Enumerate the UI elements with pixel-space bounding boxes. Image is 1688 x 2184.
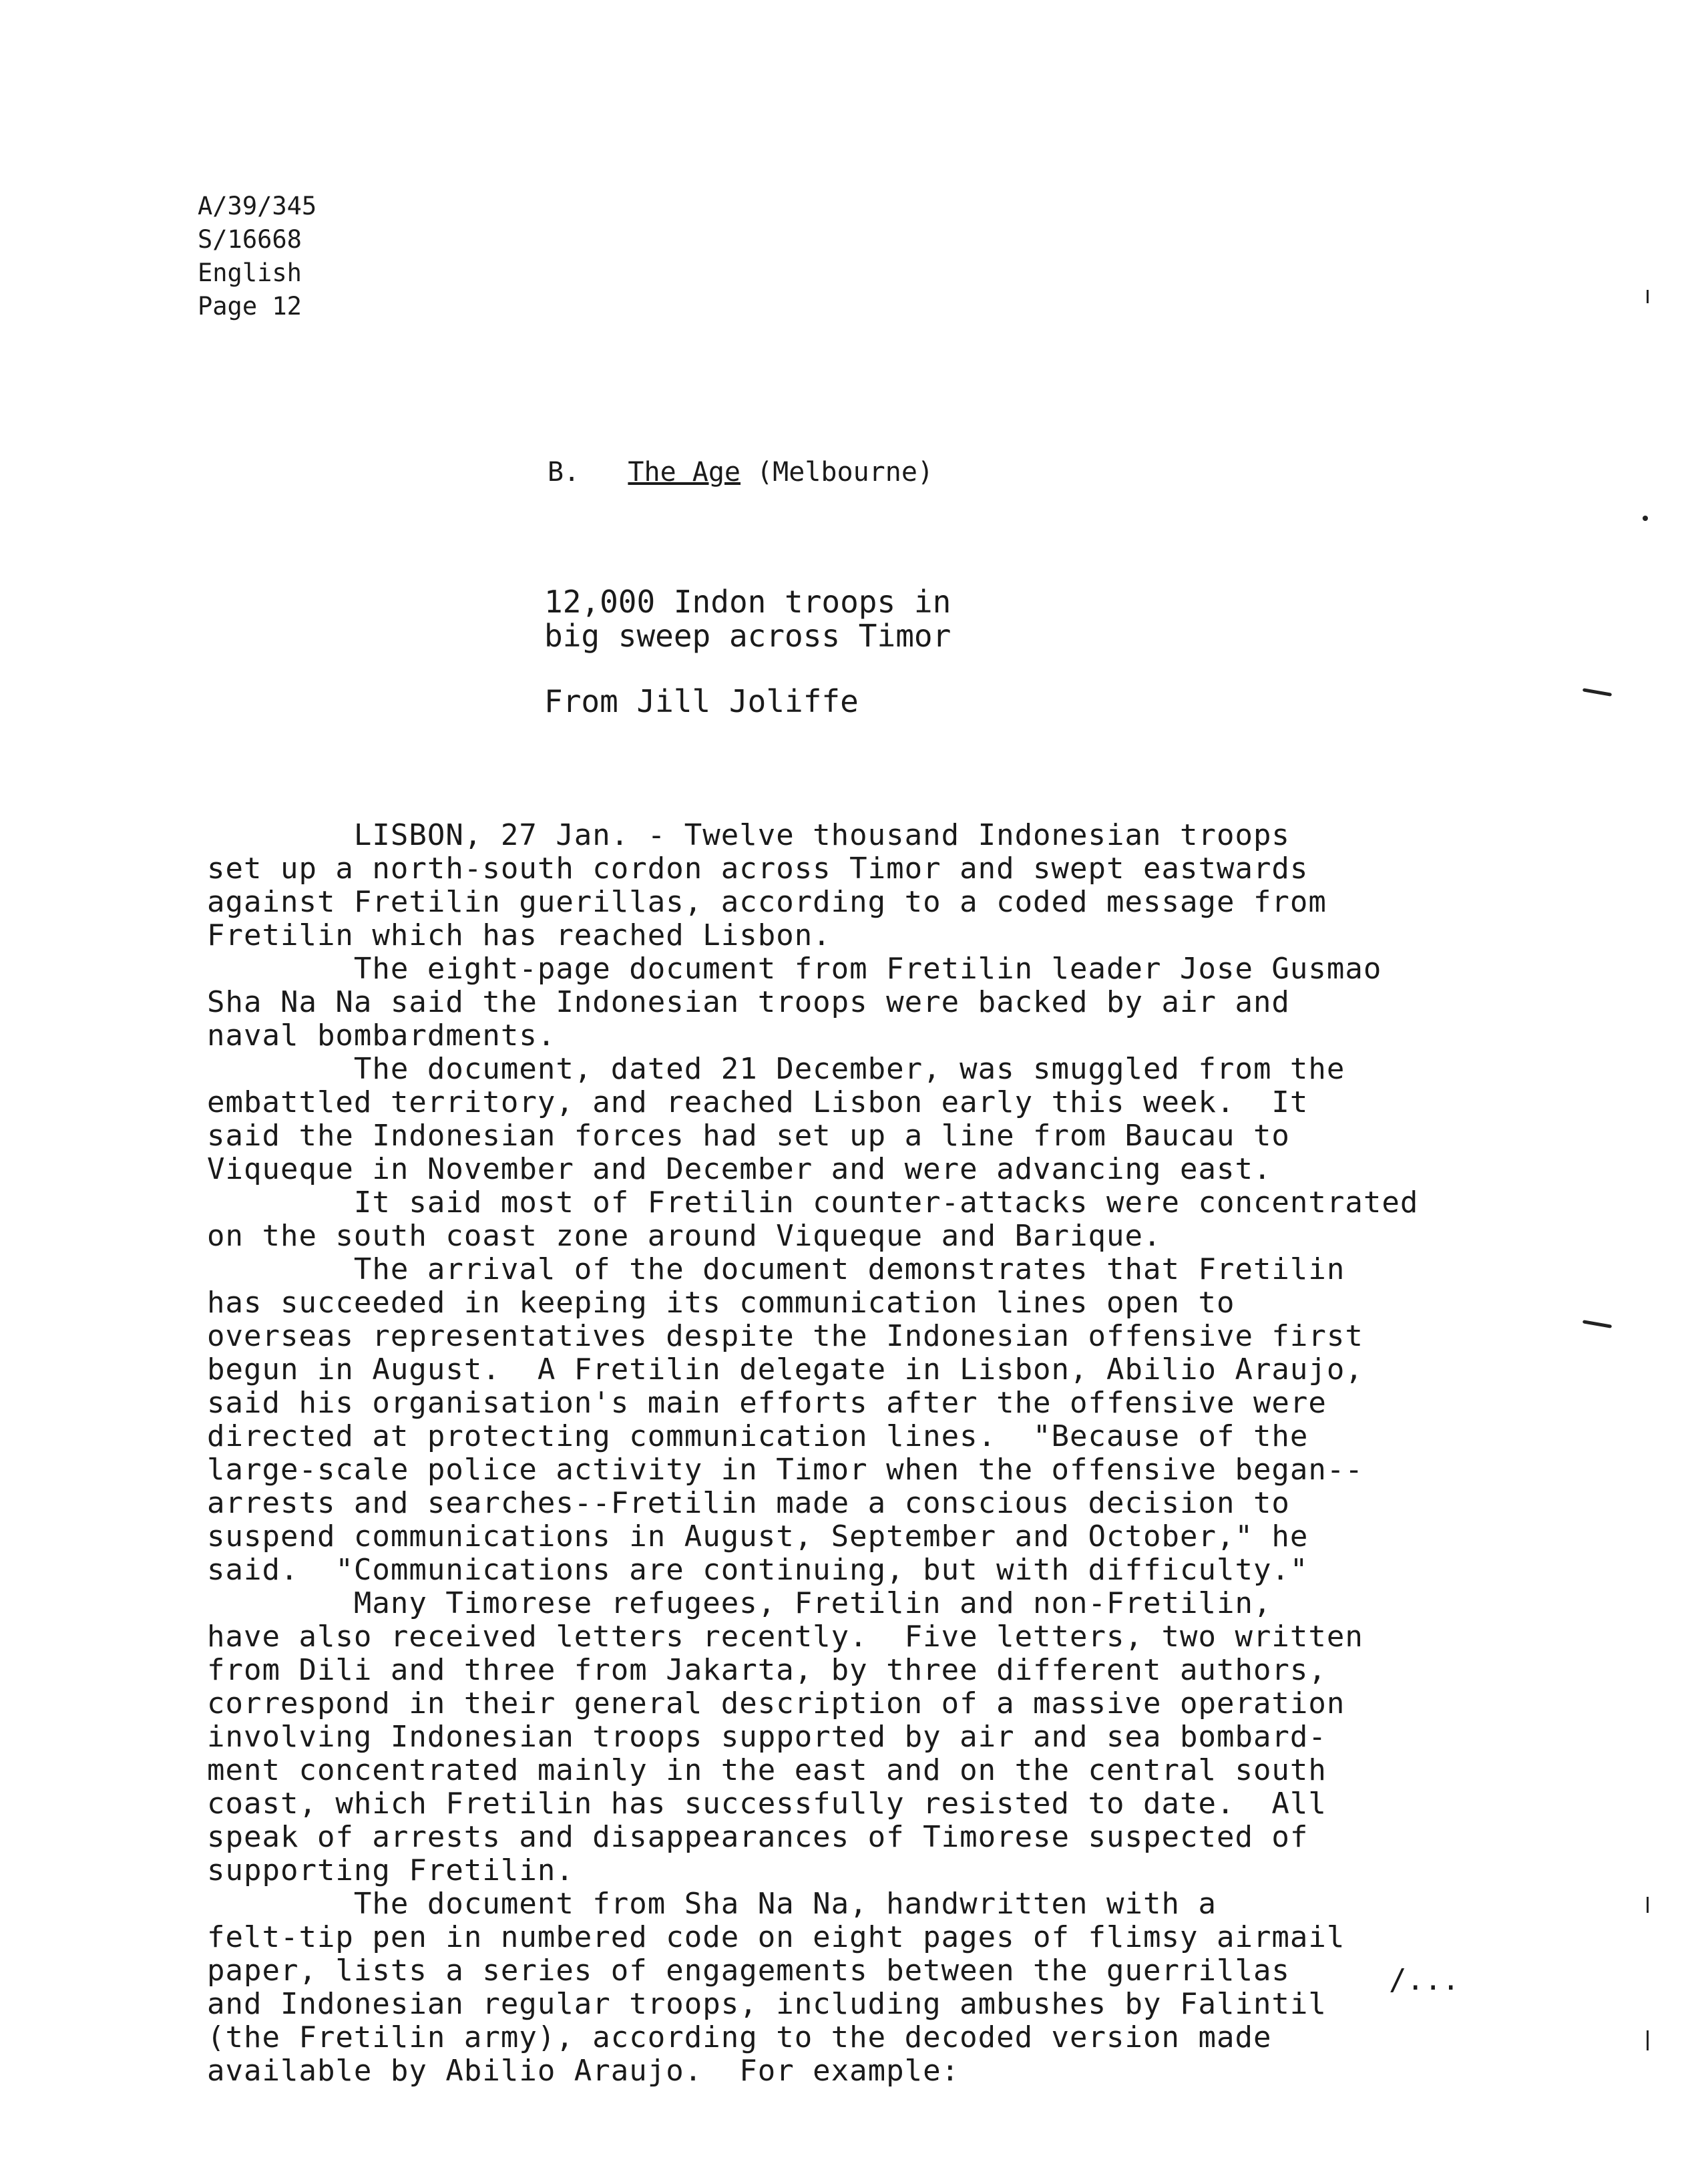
article-body: [207, 819, 1576, 2088]
source-city: (Melbourne): [757, 457, 933, 488]
article-body-line: against Fretilin guerillas, according to a coded message from: [207, 885, 1327, 919]
article-body-line: coast, which Fretilin has successfully resisted to date. All: [207, 1787, 1327, 1821]
article-body-line: directed at protecting communication lines. "Because of the: [207, 1419, 1309, 1453]
article-body-line: LISBON, 27 Jan. - Twelve thousand Indonesian troops: [207, 818, 1290, 852]
article-body-line: felt-tip pen in numbered code on eight pages of flimsy airmail: [207, 1920, 1345, 1954]
article-body-line: said his organisation's main efforts after the offensive were: [207, 1386, 1327, 1420]
scan-edge-mark: [1647, 290, 1649, 303]
article-body-line: It said most of Fretilin counter-attacks were concentrated: [207, 1186, 1419, 1220]
article-body-line: paper, lists a series of engagements between the guerrillas: [207, 1954, 1290, 1988]
scan-edge-mark: [1582, 1320, 1612, 1328]
headline-line: 12,000 Indon troops in: [544, 584, 952, 620]
scan-edge-mark: [1582, 688, 1612, 697]
article-body-line: The arrival of the document demonstrates that Fretilin: [207, 1252, 1345, 1286]
article-body-line: Many Timorese refugees, Fretilin and non-Fretilin,: [207, 1586, 1272, 1620]
article-body-line: The eight-page document from Fretilin leader Jose Gusmao: [207, 952, 1382, 986]
article-body-line: large-scale police activity in Timor when the offensive began--: [207, 1453, 1363, 1487]
document-reference: [198, 190, 316, 323]
article-body-line: have also received letters recently. Five letters, two written: [207, 1620, 1363, 1654]
article-body-line: The document, dated 21 December, was smuggled from the: [207, 1052, 1345, 1086]
article-body-line: available by Abilio Araujo. For example:: [207, 2054, 960, 2088]
article-body-line: Sha Na Na said the Indonesian troops were backed by air and: [207, 985, 1290, 1019]
article-headline: [544, 585, 951, 653]
article-body-line: Viqueque in November and December and were advancing east.: [207, 1152, 1272, 1186]
article-body-line: set up a north-south cordon across Timor and swept eastwards: [207, 852, 1309, 886]
source-name: The Age: [628, 457, 741, 488]
article-body-line: supporting Fretilin.: [207, 1853, 574, 1887]
article-body-line: said. "Communications are continuing, but with difficulty.": [207, 1553, 1309, 1587]
article-body-line: involving Indonesian troops supported by air and sea bombard-: [207, 1720, 1327, 1754]
document-language: English: [198, 258, 302, 287]
article-body-line: Fretilin which has reached Lisbon.: [207, 918, 831, 952]
article-body-line: naval bombardments.: [207, 1019, 556, 1053]
scan-edge-mark: [1647, 1897, 1649, 1913]
article-body-line: begun in August. A Fretilin delegate in Lisbon, Abilio Araujo,: [207, 1352, 1363, 1387]
article-body-line: The document from Sha Na Na, handwritten with a: [207, 1887, 1217, 1921]
scan-edge-mark: [1647, 2030, 1649, 2050]
document-symbol-security-council: S/16668: [198, 225, 302, 254]
continuation-marker: /...: [1389, 1963, 1460, 1997]
scan-edge-mark: [1643, 516, 1648, 521]
article-body-line: (the Fretilin army), according to the decoded version made: [207, 2020, 1272, 2054]
headline-line: big sweep across Timor: [544, 618, 952, 654]
article-body-line: has succeeded in keeping its communication lines open to: [207, 1286, 1235, 1320]
article-body-line: and Indonesian regular troops, including ambushes by Falintil: [207, 1987, 1327, 2021]
article-body-line: arrests and searches--Fretilin made a conscious decision to: [207, 1486, 1290, 1520]
article-body-line: said the Indonesian forces had set up a line from Baucau to: [207, 1119, 1290, 1153]
article-body-line: speak of arrests and disappearances of Timorese suspected of: [207, 1820, 1309, 1854]
page-number: Page 12: [198, 292, 302, 321]
source-letter: B.: [548, 457, 580, 488]
source-heading: [548, 456, 933, 489]
article-body-line: embattled territory, and reached Lisbon early this week. It: [207, 1085, 1309, 1119]
article-body-line: ment concentrated mainly in the east and on the central south: [207, 1753, 1327, 1787]
document-symbol-general-assembly: A/39/345: [198, 192, 317, 220]
article-body-line: on the south coast zone around Viqueque and Barique.: [207, 1219, 1162, 1253]
article-byline: From Jill Joliffe: [544, 683, 859, 719]
article-body-line: from Dili and three from Jakarta, by three different authors,: [207, 1653, 1327, 1687]
article-body-line: correspond in their general description of a massive operation: [207, 1686, 1345, 1720]
article-body-line: overseas representatives despite the Indonesian offensive first: [207, 1319, 1363, 1353]
article-body-line: suspend communications in August, September and October," he: [207, 1519, 1309, 1554]
